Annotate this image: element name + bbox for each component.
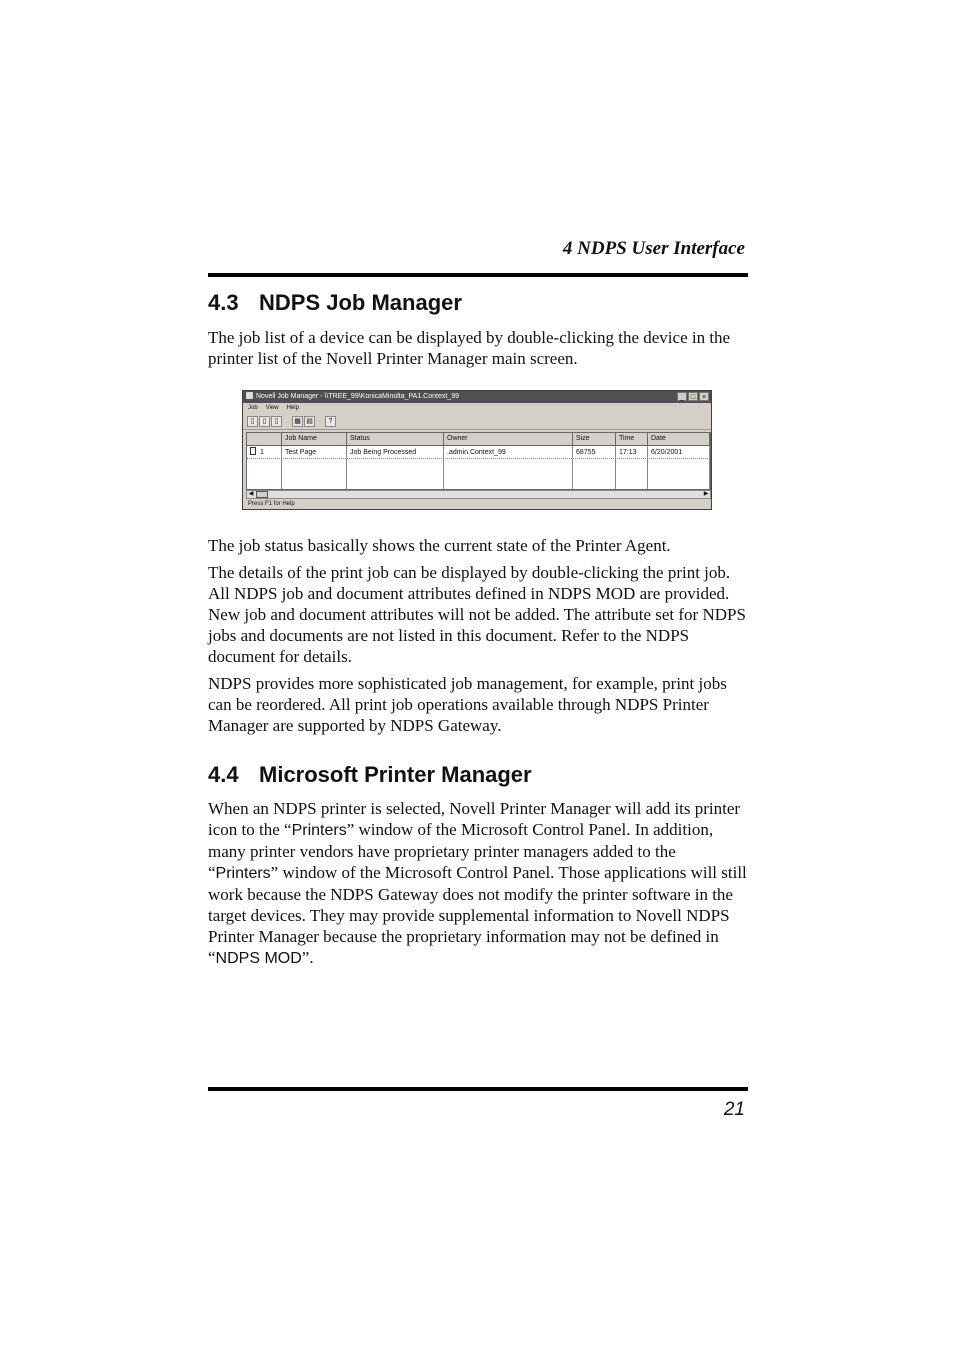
job-owner-cell: .admin.Context_99 <box>444 446 573 458</box>
window-title: Novell Job Manager - \\TREE_99\KonicaMinolta_PA1.Context_99 <box>256 393 459 400</box>
delete-job-icon[interactable]: ▯ <box>271 416 282 427</box>
printers-term: Printers <box>215 865 271 882</box>
column-header-owner[interactable]: Owner <box>444 433 573 445</box>
job-date-cell: 6/20/2001 <box>648 446 710 458</box>
job-manager-window <box>242 390 712 510</box>
paragraph-microsoft-printer-manager <box>208 798 748 969</box>
scroll-right-icon[interactable]: ▶ <box>703 491 709 497</box>
column-header-job-name[interactable]: Job Name <box>282 433 347 445</box>
toolbar <box>243 414 711 430</box>
details-view-icon[interactable]: ▤ <box>304 416 315 427</box>
paragraph-job-management: NDPS provides more sophisticated job management, for example, print jobs can be reordered. All print job operations available through NDPS Printer Manager are supported by NDPS Gateway. <box>208 674 727 735</box>
document-icon <box>250 447 256 455</box>
column-header-size[interactable]: Size <box>573 433 616 445</box>
paragraph-job-details: The details of the print job can be displayed by double-clicking the print job. All NDPS job and document attributes defined in NDPS MOD are provided. New job and document attributes will not be added. The attribute set for NDPS jobs and documents are not listed in this document. Refer to the NDPS document for details. <box>208 563 746 666</box>
job-name-cell: Test Page <box>282 446 347 458</box>
section-title: Microsoft Printer Manager <box>259 762 532 787</box>
status-bar: Press F1 for Help <box>248 501 295 507</box>
text-run: When an NDPS printer is selected, Novell Printer Manager will add its printer icon to the “ <box>208 799 741 839</box>
job-status-cell: Job Being Processed <box>347 446 444 458</box>
section-title: NDPS Job Manager <box>259 290 462 315</box>
menu-bar <box>243 403 711 414</box>
maximize-button[interactable]: □ <box>688 392 698 401</box>
horizontal-scrollbar[interactable] <box>246 490 711 499</box>
paragraph-job-status: The job status basically shows the current state of the Printer Agent. <box>208 536 671 555</box>
scroll-thumb[interactable] <box>256 491 268 498</box>
large-icons-icon[interactable]: ▦ <box>292 416 303 427</box>
column-header-id[interactable] <box>247 433 282 445</box>
column-header-time[interactable]: Time <box>616 433 648 445</box>
job-info-icon[interactable]: ▯ <box>247 416 258 427</box>
table-row[interactable] <box>247 446 710 459</box>
job-time-cell: 17:13 <box>616 446 648 458</box>
menu-view[interactable]: View <box>265 405 279 411</box>
footer-rule <box>208 1087 748 1091</box>
empty-rows <box>247 459 710 489</box>
window-controls <box>677 392 709 401</box>
printer-app-icon <box>246 392 253 399</box>
page-number: 21 <box>723 1099 745 1120</box>
text-run: ” window of the Microsoft Control Panel. Those applications will still work because the NDPS Gateway does not modify the printer software in the target devices. They may provide supplemental information to Novell NDPS Printer Manager because the proprietary information may not be defined in “ <box>208 863 747 967</box>
section-number: 4.3 <box>208 290 239 315</box>
text-run: ” window of the Microsoft Control Panel. In addition, many printer vendors have proprietary printer managers added to the “ <box>208 820 714 882</box>
job-list-header <box>247 433 710 446</box>
column-header-status[interactable]: Status <box>347 433 444 445</box>
intro-paragraph: The job list of a device can be displayed by double-clicking the device in the printer list of the Novell Printer Manager main screen. <box>208 328 731 368</box>
header-rule <box>208 273 748 277</box>
minimize-button[interactable]: _ <box>677 392 687 401</box>
printers-term: Printers <box>291 822 347 839</box>
scroll-left-icon[interactable]: ◀ <box>248 491 254 497</box>
help-icon[interactable]: ? <box>325 416 336 427</box>
menu-help[interactable]: Help <box>286 405 299 411</box>
ndps-mod-term: NDPS MOD <box>215 950 302 967</box>
text-run: ”. <box>301 948 314 967</box>
menu-job[interactable]: Job <box>248 405 258 411</box>
close-button[interactable]: × <box>699 392 709 401</box>
window-title-bar <box>243 391 711 403</box>
job-id: 1 <box>260 449 264 456</box>
job-size-cell: 68755 <box>573 446 616 458</box>
chapter-header: 4 NDPS User Interface <box>562 238 745 259</box>
section-heading-4-4 <box>208 762 532 788</box>
section-number: 4.4 <box>208 762 239 787</box>
section-heading-4-3 <box>208 290 462 316</box>
column-header-date[interactable]: Date <box>648 433 710 445</box>
pause-job-icon[interactable]: ▯ <box>259 416 270 427</box>
job-list <box>246 432 711 490</box>
